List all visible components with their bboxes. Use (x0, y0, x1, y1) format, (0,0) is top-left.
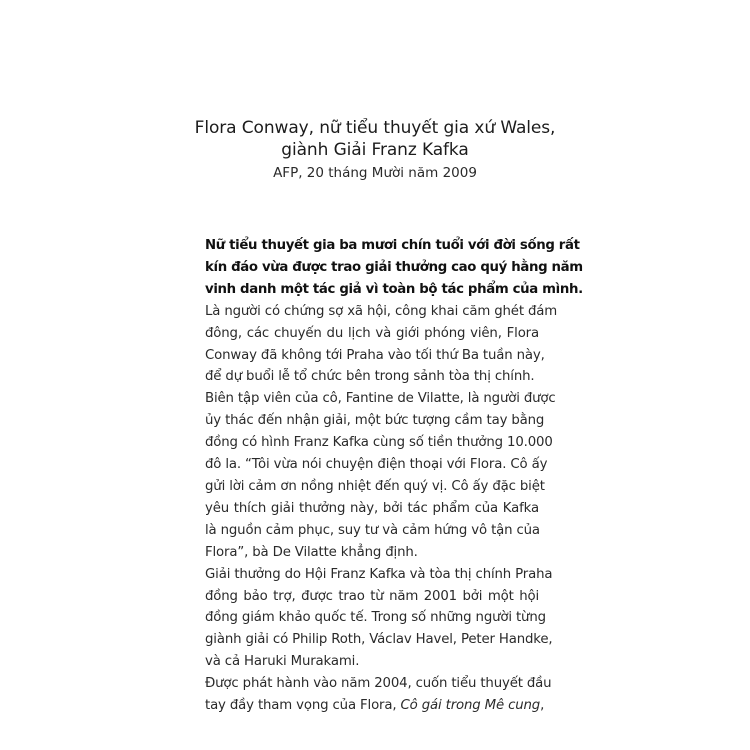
paragraph-line: để dự buổi lễ tổ chức bên trong sảnh tòa thị chính. (205, 369, 535, 385)
paragraph-line: Conway đã không tới Praha vào tối thứ Ba tuần này, (205, 347, 545, 363)
paragraph-line: đông, các chuyến du lịch và giới phóng viên, Flora (205, 325, 539, 341)
paragraph-line: ủy thác đến nhận giải, một bức tượng cầm tay bằng (205, 413, 545, 429)
article-title-line-2: giành Giải Franz Kafka (281, 140, 469, 160)
article-header (150, 117, 600, 183)
paragraph-line: đô la. “Tôi vừa nói chuyện điện thoại với Flora. Cô ấy (205, 457, 548, 473)
paragraph-line: Là người có chứng sợ xã hội, công khai căm ghét đám (205, 303, 558, 319)
lead-line: Nữ tiểu thuyết gia ba mươi chín tuổi với đời sống rất (205, 238, 580, 253)
paragraph-4 (205, 673, 552, 717)
article-body (205, 235, 583, 717)
lead-line: vinh danh một tác giả vì toàn bộ tác phẩm của mình. (205, 281, 583, 297)
paragraph-line: Flora”, bà De Vilatte khẳng định. (205, 544, 418, 560)
lead-line: kín đáo vừa được trao giải thưởng cao quý hằng năm (205, 259, 583, 275)
paragraph-line: đồng bảo trợ, được trao từ năm 2001 bởi một hội (205, 588, 539, 604)
paragraph-line: Được phát hành vào năm 2004, cuốn tiểu thuyết đầu (205, 676, 552, 692)
paragraph-punctuation: , (540, 698, 545, 714)
paragraph-line: và cả Haruki Murakami. (205, 654, 360, 670)
paragraph-3 (205, 564, 553, 674)
paragraph-2 (205, 388, 556, 563)
paragraph-line: đồng giám khảo quốc tế. Trong số những người từng (205, 610, 546, 626)
paragraph-line: yêu thích giải thưởng này, bởi tác phẩm của Kafka (205, 500, 539, 516)
paragraph-line: đồng có hình Franz Kafka cùng số tiền thưởng 10.000 (205, 435, 553, 451)
article-title-line-1: Flora Conway, nữ tiểu thuyết gia xứ Wales, (194, 118, 556, 138)
paragraph-1 (205, 301, 558, 389)
paragraph-line: gửi lời cảm ơn nồng nhiệt đến quý vị. Cô ấy đặc biệt (205, 478, 545, 494)
lead-paragraph (205, 235, 583, 301)
paragraph-line: là nguồn cảm phục, suy tư và cảm hứng vô tận của (205, 522, 540, 538)
book-title-italic: Cô gái trong Mê cung (400, 698, 541, 714)
paragraph-line: Biên tập viên của cô, Fantine de Vilatte, là người được (205, 391, 556, 407)
paragraph-text: tay đầy tham vọng của Flora, (205, 698, 401, 714)
paragraph-line (205, 695, 545, 717)
paragraph-line: giành giải có Philip Roth, Václav Havel, Peter Handke, (205, 632, 553, 648)
paragraph-line: Giải thưởng do Hội Franz Kafka và tòa thị chính Praha (205, 566, 553, 582)
article-byline: AFP, 20 tháng Mười năm 2009 (273, 165, 477, 181)
